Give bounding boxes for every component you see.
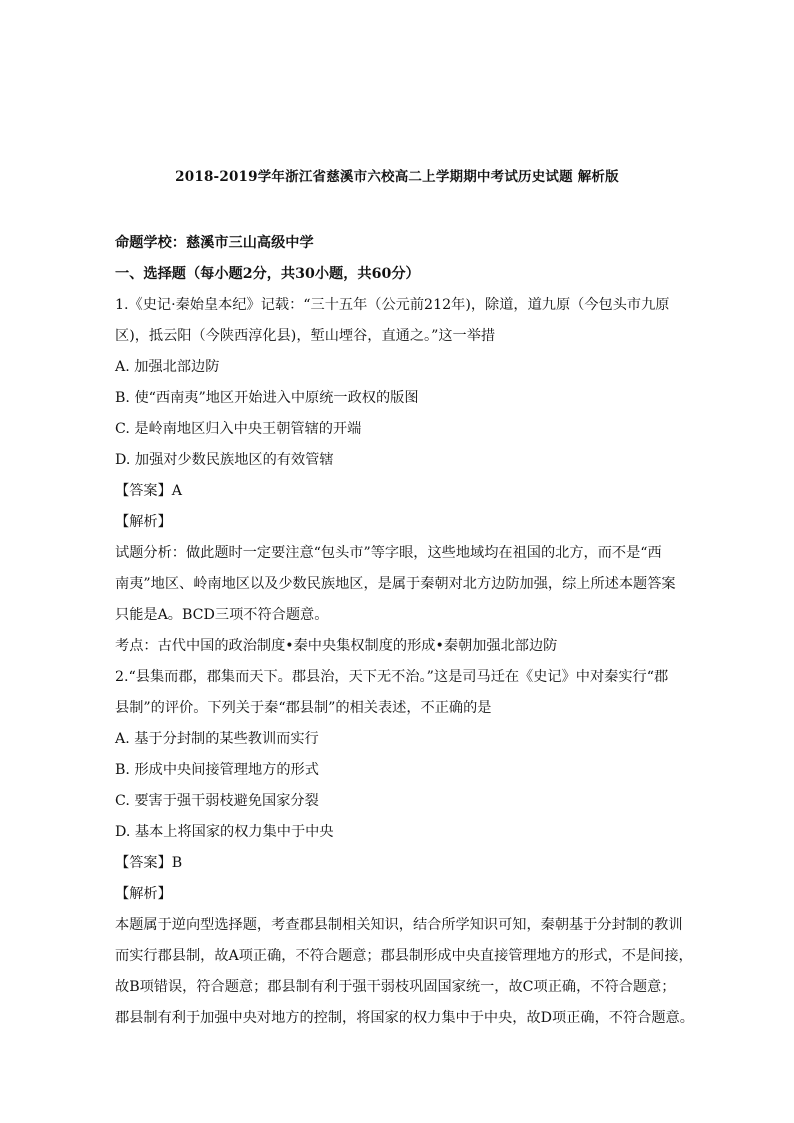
q1-option-a: A. 加强北部边防 — [115, 359, 220, 375]
q1-stem-line-2: 区)，抵云阳（今陕西淳化县)，堑山堙谷，直通之。”这一举措 — [115, 328, 496, 344]
q2-stem-line-2: 县制”的评价。下列关于秦“郡县制”的相关表述，不正确的是 — [115, 700, 492, 716]
q1-option-b: B. 使“西南夷”地区开始进入中原统一政权的版图 — [115, 390, 419, 406]
q2-stem-line-1: 2.“县集而郡，郡集而天下。郡县治，天下无不治。”这是司马迁在《史记》中对秦实行“郡 — [115, 669, 669, 685]
q1-analysis-line-1: 试题分析：做此题时一定要注意“包头市”等字眼，这些地域均在祖国的北方，而不是“西 — [115, 545, 662, 561]
document-title: 2018-2019学年浙江省慈溪市六校高二上学期期中考试历史试题 解析版 — [175, 169, 619, 185]
q2-option-a: A. 基于分封制的某些教训而实行 — [115, 731, 319, 747]
q1-option-d: D. 加强对少数民族地区的有效管辖 — [115, 452, 334, 468]
q1-kaodian: 考点：古代中国的政治制度•秦中央集权制度的形成•秦朝加强北部边防 — [115, 638, 558, 654]
q2-answer: 【答案】B — [115, 855, 183, 871]
q2-option-d: D. 基本上将国家的权力集中于中央 — [115, 824, 334, 840]
q2-analysis-line-3: 故B项错误，符合题意；郡县制有利于强干弱枝巩固国家统一，故C项正确，不符合题意； — [115, 979, 676, 995]
document-body — [115, 228, 694, 1034]
q2-option-c: C. 要害于强干弱枝避免国家分裂 — [115, 793, 319, 809]
q1-answer: 【答案】A — [115, 483, 182, 499]
q1-analysis-line-3: 只能是A。BCD三项不符合题意。 — [115, 607, 329, 623]
q2-analysis-line-1: 本题属于逆向型选择题，考查郡县制相关知识，结合所学知识可知，秦朝基于分封制的教训 — [115, 917, 683, 933]
q1-option-c: C. 是岭南地区归入中央王朝管辖的开端 — [115, 421, 362, 437]
school-line: 命题学校：慈溪市三山高级中学 — [115, 235, 314, 251]
q1-analysis-line-2: 南夷”地区、岭南地区以及少数民族地区，是属于秦朝对北方边防加强，综上所述本题答案 — [115, 576, 676, 592]
q2-analysis-label: 【解析】 — [115, 886, 172, 902]
q2-analysis-line-4: 郡县制有利于加强中央对地方的控制，将国家的权力集中于中央，故D项正确，不符合题意。 — [115, 1010, 694, 1026]
q1-analysis-label: 【解析】 — [115, 514, 172, 530]
q1-stem-line-1: 1.《史记·秦始皇本纪》记载：“三十五年（公元前212年)，除道，道九原（今包头市九原 — [115, 297, 670, 313]
q2-analysis-line-2: 而实行郡县制，故A项正确，不符合题意；郡县制形成中央直接管理地方的形式，不是间接， — [115, 948, 693, 964]
section-heading: 一、选择题（每小题2分，共30小题，共60分） — [115, 266, 420, 282]
q2-option-b: B. 形成中央间接管理地方的形式 — [115, 762, 319, 778]
